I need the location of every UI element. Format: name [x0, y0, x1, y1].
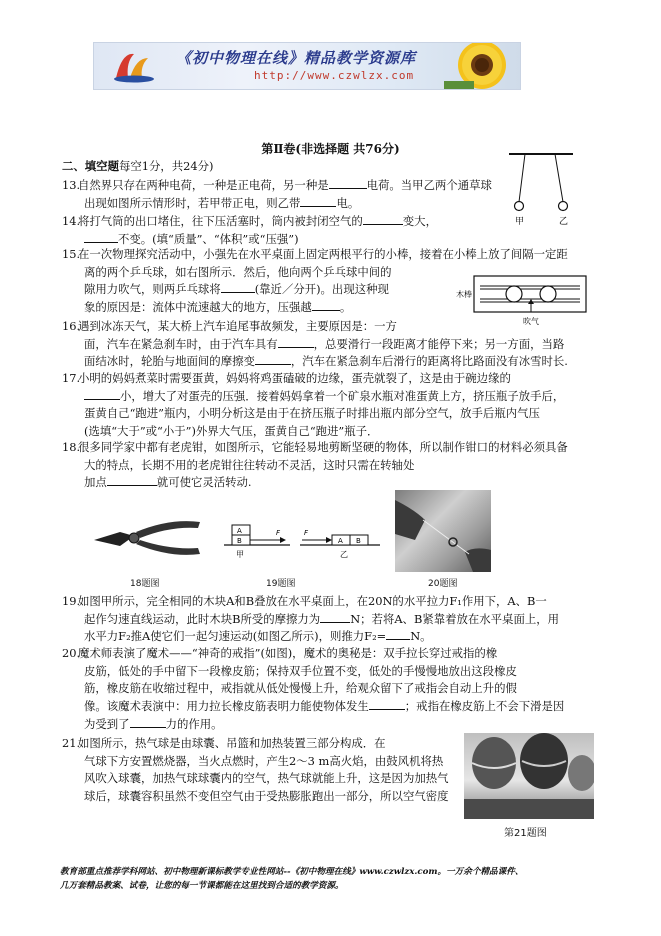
- fig19-label-f1: F: [276, 529, 281, 537]
- question-15: [62, 246, 592, 317]
- q21-caption: 第21题图: [504, 828, 547, 839]
- q16-text: 遇到冰冻天气，某大桥上汽车追尾事故频发，主要原因是：一方: [78, 319, 397, 333]
- q16-text: ，汽车在紧急刹车后滑行的距离将比路面没有冰雪时长.: [290, 354, 568, 369]
- q15-text: 在一次物理探究活动中，小强先在水平桌面上固定两根平行的小棒，接着在小棒上放了间隔一定距: [78, 247, 568, 261]
- q13-text: 出现如图所示情形时，若甲带正电，则乙带: [84, 195, 301, 210]
- q21-text: 球后，球囊容积虽然不变但空气由于受热膨胀跑出一部分，所以空气密度: [84, 789, 449, 804]
- q14-blank-1[interactable]: [363, 213, 403, 225]
- fig19-label-b2: B: [356, 537, 361, 545]
- q21-text: 风吹入球囊，加热气球球囊内的空气，热气球就能上升，这是因为加热气: [84, 771, 449, 786]
- q16-text: 面结冰时，轮胎与地面间的摩擦变: [84, 354, 255, 369]
- q20-text: 像。该魔术表演中：用力拉长橡皮筋表明力能使物体发生: [84, 699, 369, 714]
- q20-text: ；戒指在橡皮筋上不会下滑是因: [404, 699, 565, 714]
- fig19-caption: 19题图: [266, 579, 296, 589]
- fig19-label-yi: 乙: [340, 550, 348, 559]
- site-banner: [93, 42, 521, 90]
- site-logo-icon: [112, 48, 156, 84]
- q19-text: 起作匀速直线运动，此时木块B所受的摩擦力为: [84, 611, 321, 626]
- part-title: 第Ⅱ卷(非选择题 共76分): [261, 142, 400, 156]
- question-13: [62, 177, 592, 212]
- q13-number: 13.: [62, 178, 81, 192]
- q18-text: 大的特点，长期不用的老虎钳往往转动不灵活，这时只需在转轴处: [84, 457, 415, 472]
- q17-text: 小，增大了对蛋壳的压强．接着妈妈拿着一个矿泉水瓶对准蛋黄上方，挤压瓶子放手后，: [120, 388, 565, 403]
- q18-text: 加点: [84, 475, 107, 490]
- fig19-label-a: A: [237, 527, 242, 535]
- question-20: [62, 645, 592, 733]
- q15-fig-label-stick: 木棒: [456, 290, 472, 299]
- fig20-drawing: [395, 490, 491, 572]
- q13-blank-1[interactable]: [329, 177, 367, 189]
- q15-text: 离的两个乒乓球，如右图所示．然后，他向两个乒乓球中间的: [84, 264, 392, 279]
- q17-number: 17.: [62, 371, 81, 385]
- q15-text: (靠近／分开)。出现这种现: [254, 282, 389, 297]
- q20-blank-2[interactable]: [130, 716, 166, 728]
- q18-number: 18.: [62, 440, 81, 454]
- q15-number: 15.: [62, 247, 81, 261]
- question-18: [62, 439, 592, 492]
- q13-blank-2[interactable]: [300, 195, 336, 207]
- q16-blank-1[interactable]: [278, 336, 314, 348]
- q16-text: 面，汽车在紧急刹车时，由于汽车具有: [84, 336, 278, 351]
- q17-text: 小明的妈妈煮菜时需要蛋黄，妈妈将鸡蛋磕破的边缘，蛋壳就裂了，这是由于碗边缘的: [78, 371, 511, 385]
- q21-text: 气球下方安置燃烧器，当火点燃时，产生2～3 m高火焰，由鼓风机将热: [84, 753, 444, 768]
- q19-text: N；若将A、B紧靠着放在水平桌面上，用: [350, 611, 560, 626]
- q20-text: 为受到了: [84, 716, 130, 731]
- q14-text: 将打气筒的出口堵住，往下压活塞时，筒内被封闭空气的: [78, 214, 363, 228]
- q15-blank-1[interactable]: [221, 281, 255, 293]
- q19-text: N。: [410, 629, 432, 644]
- q16-blank-2[interactable]: [255, 353, 291, 365]
- footer-line-2: 几万套精品教案、试卷，让您的每一节课都能在这里找到合适的教学资源。: [60, 880, 344, 891]
- q13-text: 电。: [336, 195, 360, 210]
- q15-text: 象的原因是：流体中流速越大的地方，压强越: [84, 300, 312, 315]
- q13-fig-label-b: 乙: [559, 217, 569, 226]
- q13-text: 自然界只存在两种电荷，一种是正电荷，另一种是: [78, 178, 329, 192]
- q15-text: 隙用力吹气，则两乒乓球将: [84, 282, 221, 297]
- q19-text: 如图甲所示，完全相同的木块A和B叠放在水平桌面上，在20N的水平拉力F₁作用下，A、B一: [78, 594, 547, 608]
- q20-blank-1[interactable]: [369, 698, 405, 710]
- fig20-photo: [395, 490, 491, 572]
- fig20-caption: 20题图: [428, 579, 458, 589]
- q15-text: 。: [339, 300, 352, 315]
- fig19-label-f2: F: [304, 529, 309, 537]
- q15-blank-2[interactable]: [312, 299, 340, 311]
- q21-balloons: [464, 733, 594, 819]
- fig19-label-jia: 甲: [236, 550, 244, 559]
- q20-text: 力的作用。: [165, 716, 223, 731]
- question-16: [62, 318, 592, 371]
- q18-text: 就可使它灵活转动.: [156, 475, 252, 490]
- question-17: [62, 370, 592, 441]
- q14-text: 不变。(填“质量”、“体积”或“压强”): [118, 231, 299, 246]
- q18-text: 很多同学家中都有老虎钳，如图所示，它能轻易地剪断坚硬的物体，所以制作钳口的材料必须具备: [78, 440, 568, 454]
- q21-number: 21.: [62, 736, 81, 750]
- q20-number: 20.: [62, 646, 81, 660]
- fig19-blocks: [222, 515, 382, 563]
- q14-number: 14.: [62, 214, 81, 228]
- q20-text: 魔术师表演了魔术——“神奇的戒指”(如图)，魔术的奥秘是：双手拉长穿过戒指的橡: [78, 646, 498, 660]
- q14-blank-2[interactable]: [84, 231, 118, 243]
- q13-fig-label-a: 甲: [515, 217, 525, 226]
- q19-text: 水平力F₂推A使它们一起匀速运动(如图乙所示)，则推力F₂=: [84, 629, 387, 644]
- q18-blank-1[interactable]: [107, 474, 157, 486]
- fig19-label-a2: A: [338, 537, 343, 545]
- q19-blank-2[interactable]: [386, 628, 410, 640]
- question-21: [62, 735, 462, 806]
- q17-text: (选填“大于”或“小于”)外界大气压，蛋黄自己“跑进”瓶子．: [84, 424, 379, 439]
- section-heading-label: 二、填空题: [62, 159, 119, 173]
- section-note: 每空1分，共24分): [118, 159, 214, 173]
- q16-number: 16.: [62, 319, 81, 333]
- q20-text: 皮筋，低处的手中留下一段橡皮筋；保持双手位置不变，低处的手慢慢地放出这段橡皮: [84, 663, 517, 678]
- q17-text: 蛋黄自己“跑进”瓶内，小明分析这是由于在挤压瓶子时排出瓶内部分空气，放手后瓶内气压: [84, 406, 540, 421]
- fig18-pliers: [90, 510, 202, 570]
- q20-text: 筋，橡皮筋在收缩过程中，戒指就从低处慢慢上升，给观众留下了戒指会自动上升的假: [84, 681, 517, 696]
- fig18-caption: 18题图: [130, 579, 160, 589]
- q16-text: ，总要滑行一段距离才能停下来；另一方面，当路: [313, 336, 565, 351]
- page-footer: [60, 866, 620, 894]
- sunflower-icon: [444, 42, 514, 90]
- question-14: [62, 213, 592, 248]
- footer-line-1: 教育部重点推荐学科网站、初中物理新课标教学专业性网站--《初中物理在线》www.czwlzx.com。一万余个精品课件、: [60, 867, 524, 877]
- q14-text: 变大，: [402, 214, 437, 228]
- q21-text: 如图所示，热气球是由球囊、吊篮和加热装置三部分构成．在: [78, 736, 386, 750]
- q21-photo: [464, 733, 594, 819]
- fig19-label-b: B: [237, 537, 242, 545]
- q19-blank-1[interactable]: [320, 611, 350, 623]
- banner-title: 《初中物理在线》精品教学资源库: [176, 49, 417, 67]
- q13-text: 电荷。当甲乙两个通草球: [366, 178, 492, 192]
- q15-fig-label-blow: 吹气: [523, 317, 539, 326]
- question-19: [62, 593, 592, 646]
- banner-url[interactable]: http://www.czwlzx.com: [254, 69, 415, 82]
- q19-number: 19.: [62, 594, 81, 608]
- q17-blank-1[interactable]: [84, 388, 120, 400]
